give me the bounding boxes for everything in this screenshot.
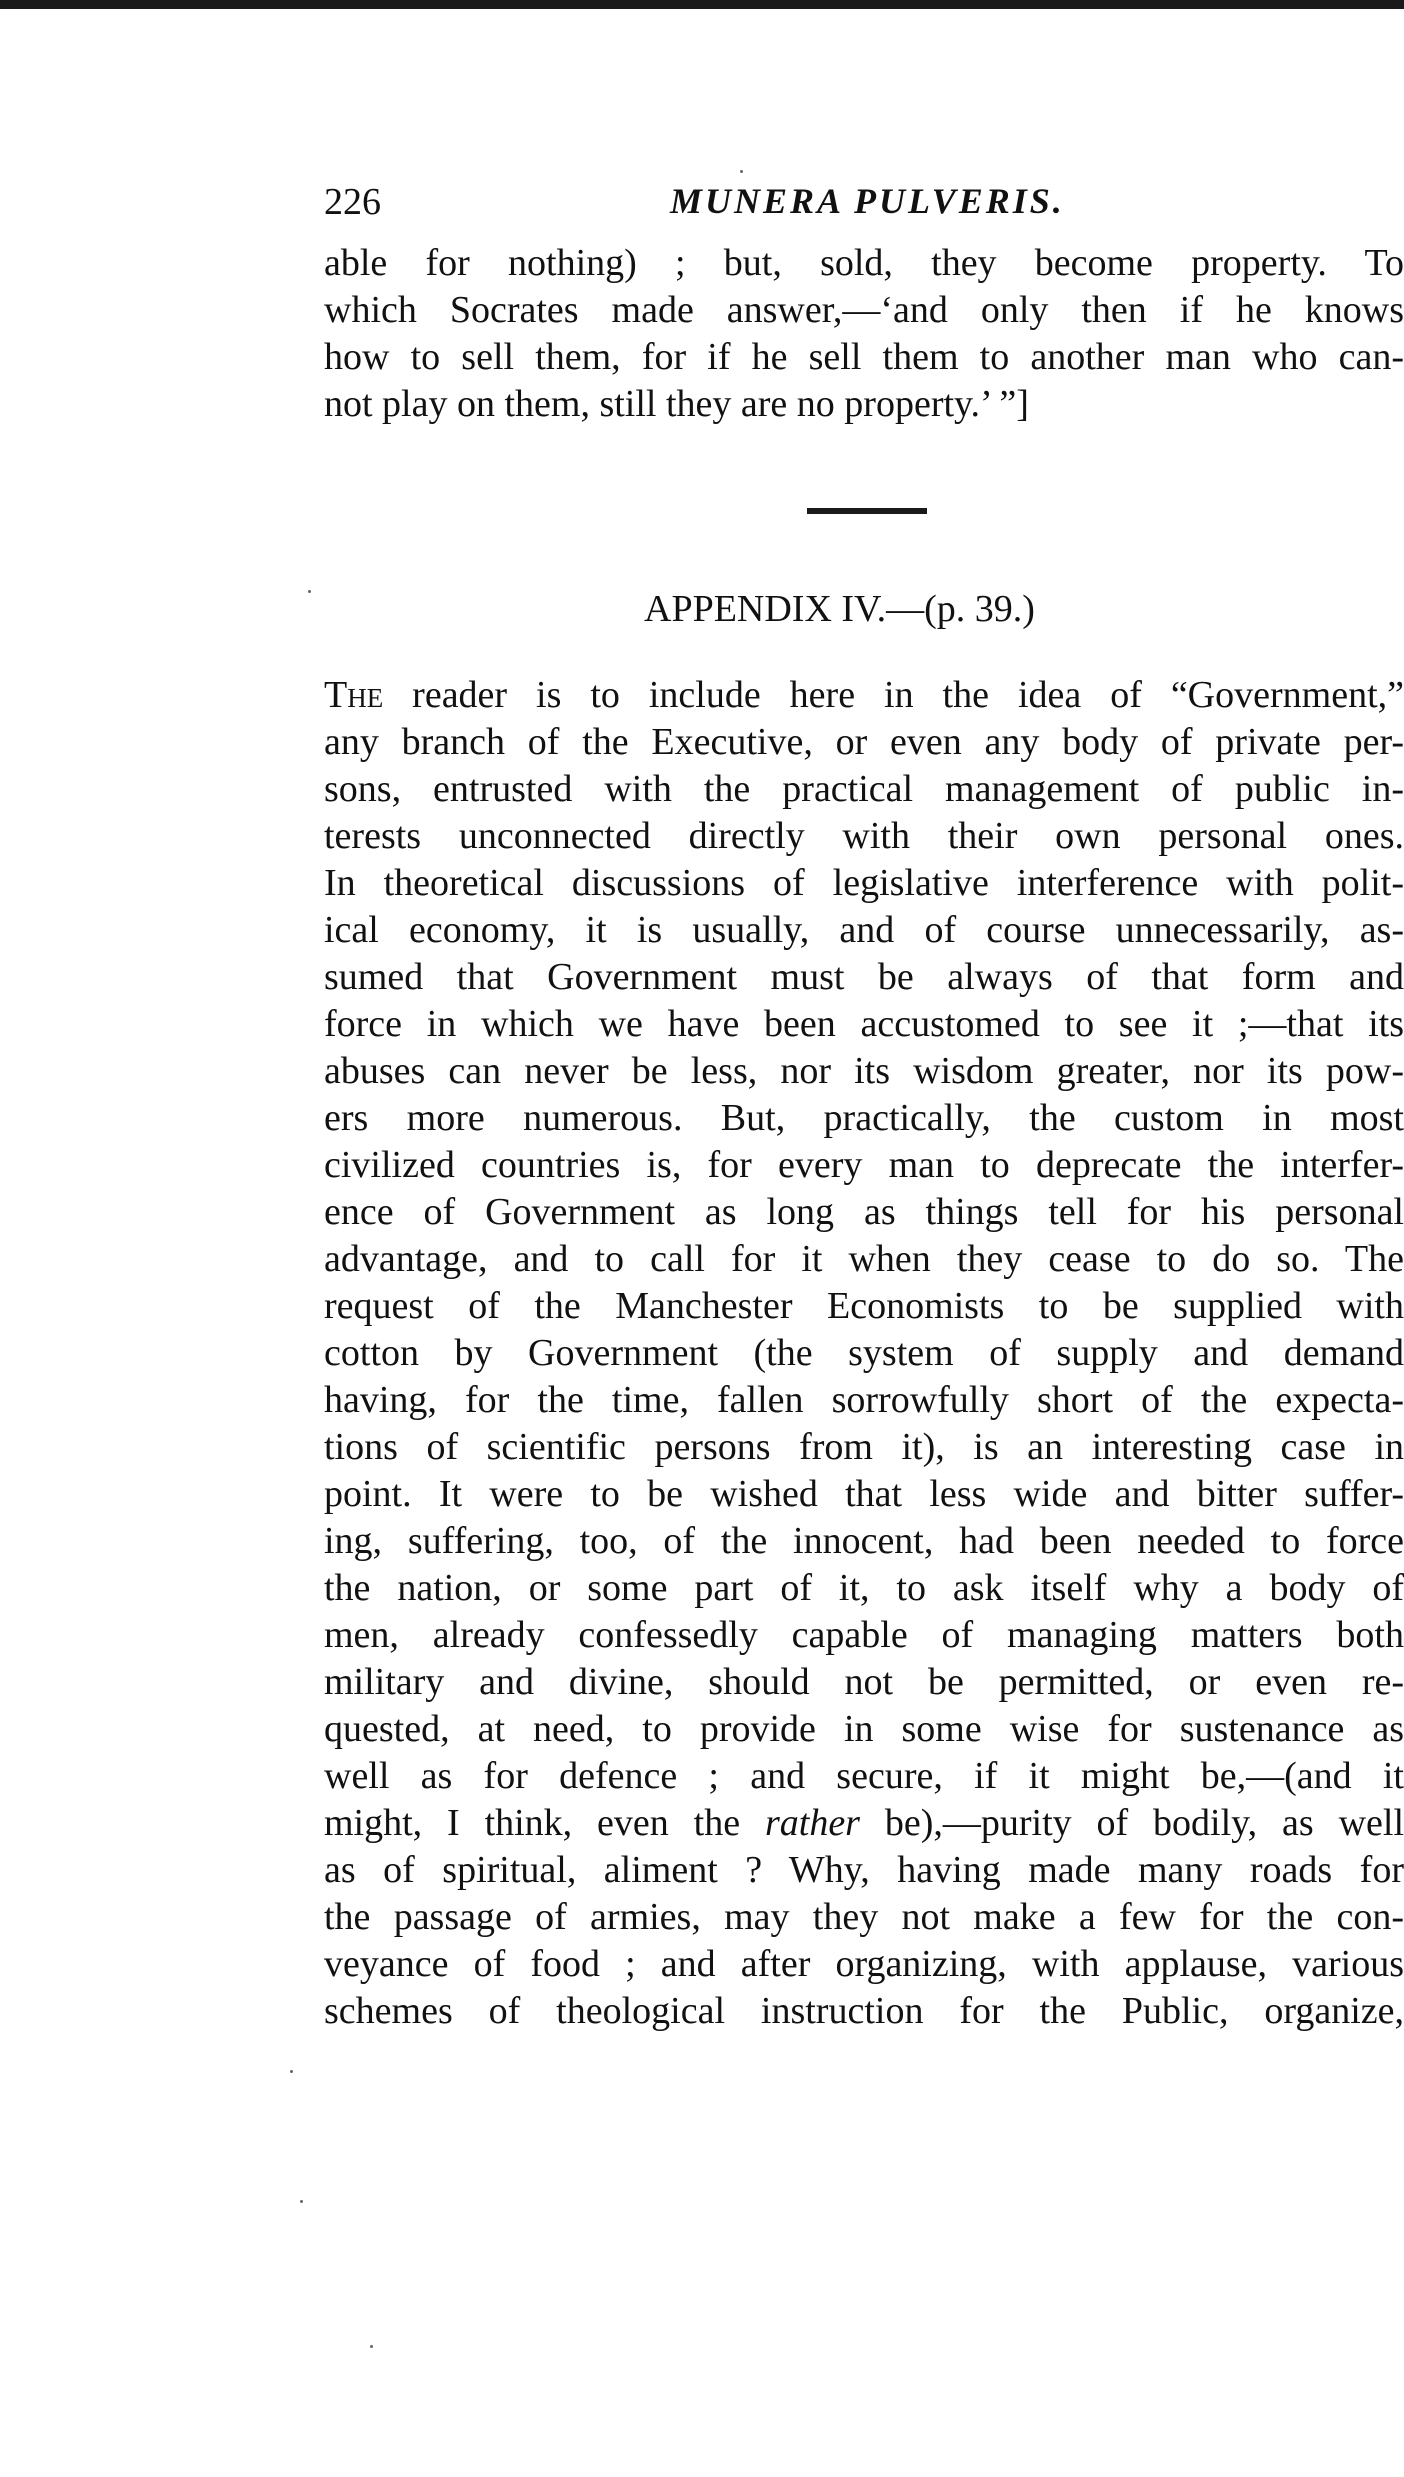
italic-line-post: be),—purity of bodily, as well xyxy=(859,1802,1404,1844)
text-line: men, already confessedly capable of managing matters both xyxy=(324,1614,1404,1656)
text-line: the passage of armies, may they not make a few for the con- xyxy=(324,1896,1404,1938)
top-edge-bar xyxy=(0,0,1404,9)
text-line: veyance of food ; and after organizing, with applause, various xyxy=(324,1943,1404,1985)
text-line: terests unconnected directly with their own personal ones. xyxy=(324,815,1404,857)
text-line: abuses can never be less, nor its wisdom greater, nor its pow- xyxy=(324,1050,1404,1092)
text-line: force in which we have been accustomed to see it ;—that its xyxy=(324,1003,1404,1045)
text-line: ing, suffering, too, of the innocent, had been needed to force xyxy=(324,1520,1404,1562)
first-line-text: reader is to include here in the idea of “Government,” xyxy=(383,674,1404,716)
text-line: point. It were to be wished that less wide and bitter suffer- xyxy=(324,1473,1404,1515)
appendix-title: APPENDIX IV.—(p. 39.) xyxy=(644,588,1035,630)
section-divider xyxy=(807,508,927,514)
text-line: civilized countries is, for every man to deprecate the interfer- xyxy=(324,1144,1404,1186)
text-line: which Socrates made answer,—‘and only then if he knows xyxy=(324,289,1404,331)
text-line: as of spiritual, aliment ? Why, having made many roads for xyxy=(324,1849,1404,1891)
text-line: sumed that Government must be always of that form and xyxy=(324,956,1404,998)
running-head: MUNERA PULVERIS. xyxy=(670,181,1065,221)
text-line: having, for the time, fallen sorrowfully short of the expecta- xyxy=(324,1379,1404,1421)
drop-word: The xyxy=(324,674,384,716)
text-line: ence of Government as long as things tell for his personal xyxy=(324,1191,1404,1233)
paper-speck xyxy=(370,2345,373,2348)
text-line xyxy=(324,1800,1404,1847)
paper-speck xyxy=(740,170,743,173)
text-line: schemes of theological instruction for the Public, organize, xyxy=(324,1990,1404,2032)
text-line: ical economy, it is usually, and of course unnecessarily, as- xyxy=(324,909,1404,951)
book-page xyxy=(324,180,1404,2035)
text-line: ers more numerous. But, practically, the custom in most xyxy=(324,1097,1404,1139)
text-line: advantage, and to call for it when they cease to do so. The xyxy=(324,1238,1404,1280)
text-line xyxy=(324,672,1404,719)
text-line: tions of scientific persons from it), is an interesting case in xyxy=(324,1426,1404,1468)
text-line: able for nothing) ; but, sold, they become property. To xyxy=(324,242,1404,284)
text-line: cotton by Government (the system of supply and demand xyxy=(324,1332,1404,1374)
paper-speck xyxy=(308,590,311,593)
page-number: 226 xyxy=(324,181,381,223)
text-line: not play on them, still they are no property.’ ”] xyxy=(324,383,1029,425)
carryover-paragraph xyxy=(324,240,1404,428)
paper-speck xyxy=(290,2070,293,2073)
text-line: any branch of the Executive, or even any body of private per- xyxy=(324,721,1404,763)
text-line: well as for defence ; and secure, if it might be,—(and it xyxy=(324,1755,1404,1797)
page-header xyxy=(324,180,1404,240)
text-line: quested, at need, to provide in some wise for sustenance as xyxy=(324,1708,1404,1750)
text-line: request of the Manchester Economists to be supplied with xyxy=(324,1285,1404,1327)
text-line: the nation, or some part of it, to ask itself why a body of xyxy=(324,1567,1404,1609)
paper-speck xyxy=(300,2200,303,2203)
italic-line-pre: might, I think, even the xyxy=(324,1802,765,1844)
text-line: how to sell them, for if he sell them to another man who can- xyxy=(324,336,1404,378)
text-line: sons, entrusted with the practical management of public in- xyxy=(324,768,1404,810)
text-line: In theoretical discussions of legislative interference with polit- xyxy=(324,862,1404,904)
text-line: military and divine, should not be permitted, or even re- xyxy=(324,1661,1404,1703)
italic-word: rather xyxy=(764,1802,860,1844)
appendix-body xyxy=(324,672,1404,2035)
